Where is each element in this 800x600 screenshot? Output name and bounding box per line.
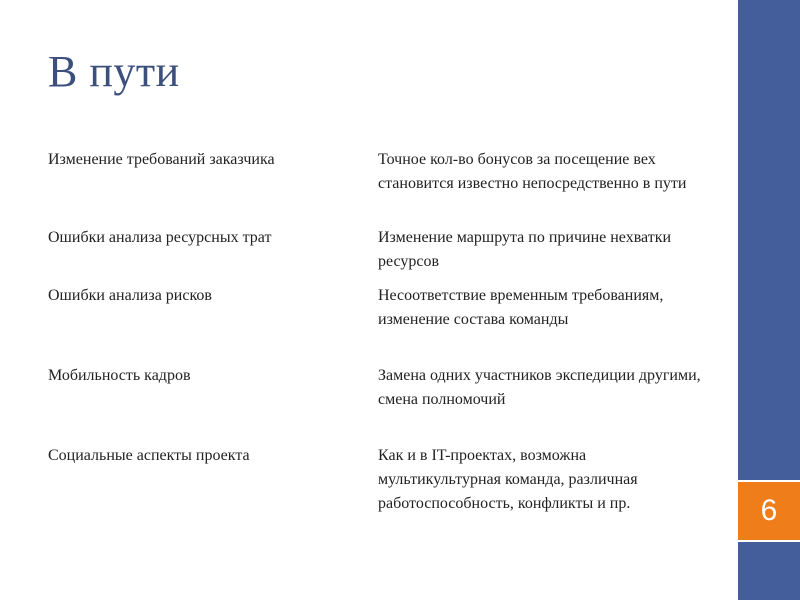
row-effect: Несоответствие временным требованиям, изменение состава команды — [378, 287, 664, 328]
table-row — [48, 364, 708, 444]
row-risk: Изменение требований заказчика — [48, 151, 275, 168]
row-risk: Ошибки анализа ресурсных трат — [48, 229, 272, 246]
risk-table — [48, 148, 708, 534]
table-row — [48, 444, 708, 534]
row-effect: Изменение маршрута по причине нехватки ресурсов — [378, 229, 672, 270]
table-row — [48, 148, 708, 226]
row-effect: Как и в IT-проектах, возможна мультикультурная команда, различная работоспособность, конфликты и пр. — [378, 447, 638, 512]
slide-title: В пути — [48, 47, 180, 96]
page-number-badge: 6 — [738, 480, 800, 542]
row-risk: Ошибки анализа рисков — [48, 287, 212, 304]
row-risk: Социальные аспекты проекта — [48, 447, 250, 464]
table-row — [48, 284, 708, 364]
table-row — [48, 226, 708, 284]
row-effect: Замена одних участников экспедиции другими, смена полномочий — [378, 367, 701, 408]
row-effect: Точное кол-во бонусов за посещение вех становится известно непосредственно в пути — [378, 151, 687, 192]
row-risk: Мобильность кадров — [48, 367, 191, 384]
